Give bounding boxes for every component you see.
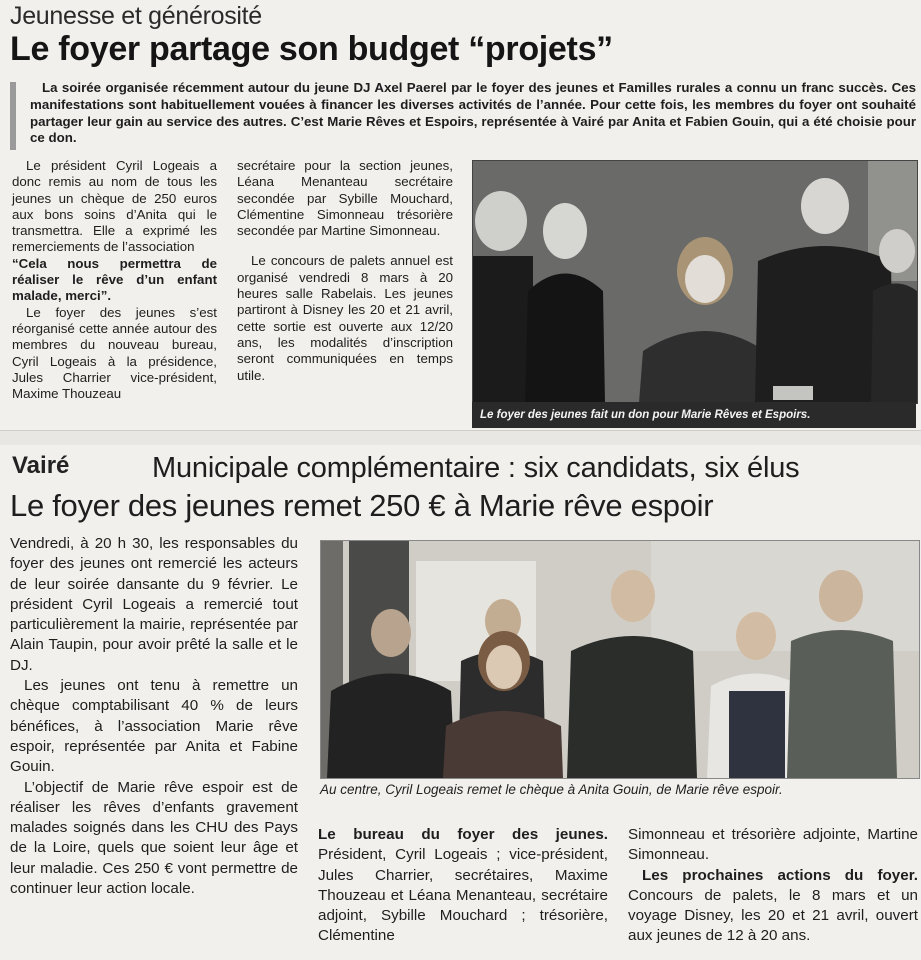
article2-headline: Le foyer des jeunes remet 250 € à Marie rêve espoir	[10, 488, 714, 523]
article-divider	[0, 430, 921, 445]
article1-col1-paragraph-2: Le foyer des jeunes s’est réorganisé cette année autour des membres du nouveau bureau, Cyril Logeais à la présidence, Jules Charrier vice-président, Maxime Thouzeau	[12, 304, 217, 402]
article1-photo	[472, 160, 918, 404]
article2-town: Vairé	[12, 452, 70, 479]
bureau-text: Président, Cyril Logeais ; vice-président, Jules Charrier, secrétaires, Maxime Thouzeau et Léana Menanteau, secrétaire adjoint, Sybille Mouchard ; trésorière, Clémentine	[318, 846, 608, 945]
article2-column-2	[318, 825, 608, 947]
article1-quote: “Cela nous permettra de réaliser le rêve d’un enfant malade, merci”.	[12, 255, 217, 304]
article2-photo	[320, 540, 920, 779]
article2-headline-top: Municipale complémentaire : six candidats, six élus	[152, 452, 800, 484]
bureau-heading: Le bureau du foyer des jeunes.	[318, 826, 608, 843]
article2-paragraph-1: Vendredi, à 20 h 30, les responsables du foyer des jeunes ont remercié les acteurs de leur soirée dansante du 9 février. Le président Cyril Logeais a remercié tout particulièrement la mairie, représentée par Alain Taupin, pour avoir prêté la salle et le DJ.	[10, 535, 298, 674]
article2-column-3	[628, 825, 918, 947]
article1-col1-paragraph: Le président Cyril Logeais a donc remis au nom de tous les jeunes un chèque de 250 euros aux bons soins d’Anita qui le transmettra. Elle a exprimé les remerciements de l’association	[12, 158, 217, 255]
article1-column-2	[237, 158, 453, 384]
article2-paragraph-2: Les jeunes ont tenu à remettre un chèque comptabilisant 40 % de leurs bénéfices, à l’association Marie rêve espoir, représentée par Anita et Fabine Gouin.	[10, 677, 298, 776]
actions-text: Concours de palets, le 8 mars et un voyage Disney, les 20 et 21 avril, ouvert aux jeunes de 12 à 20 ans.	[628, 886, 918, 945]
article1-headline: Le foyer partage son budget “projets”	[10, 30, 613, 68]
bureau-continued: Simonneau et trésorière adjointe, Martine Simonneau.	[628, 826, 918, 864]
article1-photo-caption: Le foyer des jeunes fait un don pour Marie Rêves et Espoirs.	[472, 402, 916, 428]
article1-lead: La soirée organisée récemment autour du jeune DJ Axel Paerel par le foyer des jeunes et Familles rurales a connu un franc succès. Ces manifestations sont habituellement vouées à financer les diverses activités de l’année. Pour cette fois, les membres du foyer ont souhaité partager leur gain au service des autres. C’est Marie Rêves et Espoirs, représentée à Vairé par Anita et Fabien Gouin, qui a été choisie pour ce don.	[30, 80, 916, 146]
article1-col2-paragraph: secrétaire pour la section jeunes, Léana Menanteau secrétaire secondée par Sybille Mouchard, Clémentine Simonneau trésorière secondée par Martine Simonneau.	[237, 158, 453, 239]
actions-heading: Les prochaines actions du foyer.	[642, 866, 918, 884]
article2-main-column	[10, 534, 298, 899]
article1-kicker: Jeunesse et générosité	[10, 2, 262, 30]
lead-accent-bar	[10, 82, 16, 150]
article2-paragraph-3: L’objectif de Marie rêve espoir est de réaliser les rêves d’enfants gravement malades soignés dans les CHU des Pays de la Loire, quels que soient leur âge et leur maladie. Ces 250 € vont permettre de continuer leur action locale.	[10, 778, 298, 898]
article2-photo-caption: Au centre, Cyril Logeais remet le chèque à Anita Gouin, de Marie rêve espoir.	[320, 782, 783, 797]
article1-column-1	[12, 158, 217, 402]
article1-col2-paragraph-2: Le concours de palets annuel est organisé vendredi 8 mars à 20 heures salle Rabelais. Les jeunes partiront à Disney les 20 et 21 avril, cette sortie est ouverte aux 12/20 ans, les modalités d’inscription seront communiquées en temps utile.	[237, 253, 453, 383]
